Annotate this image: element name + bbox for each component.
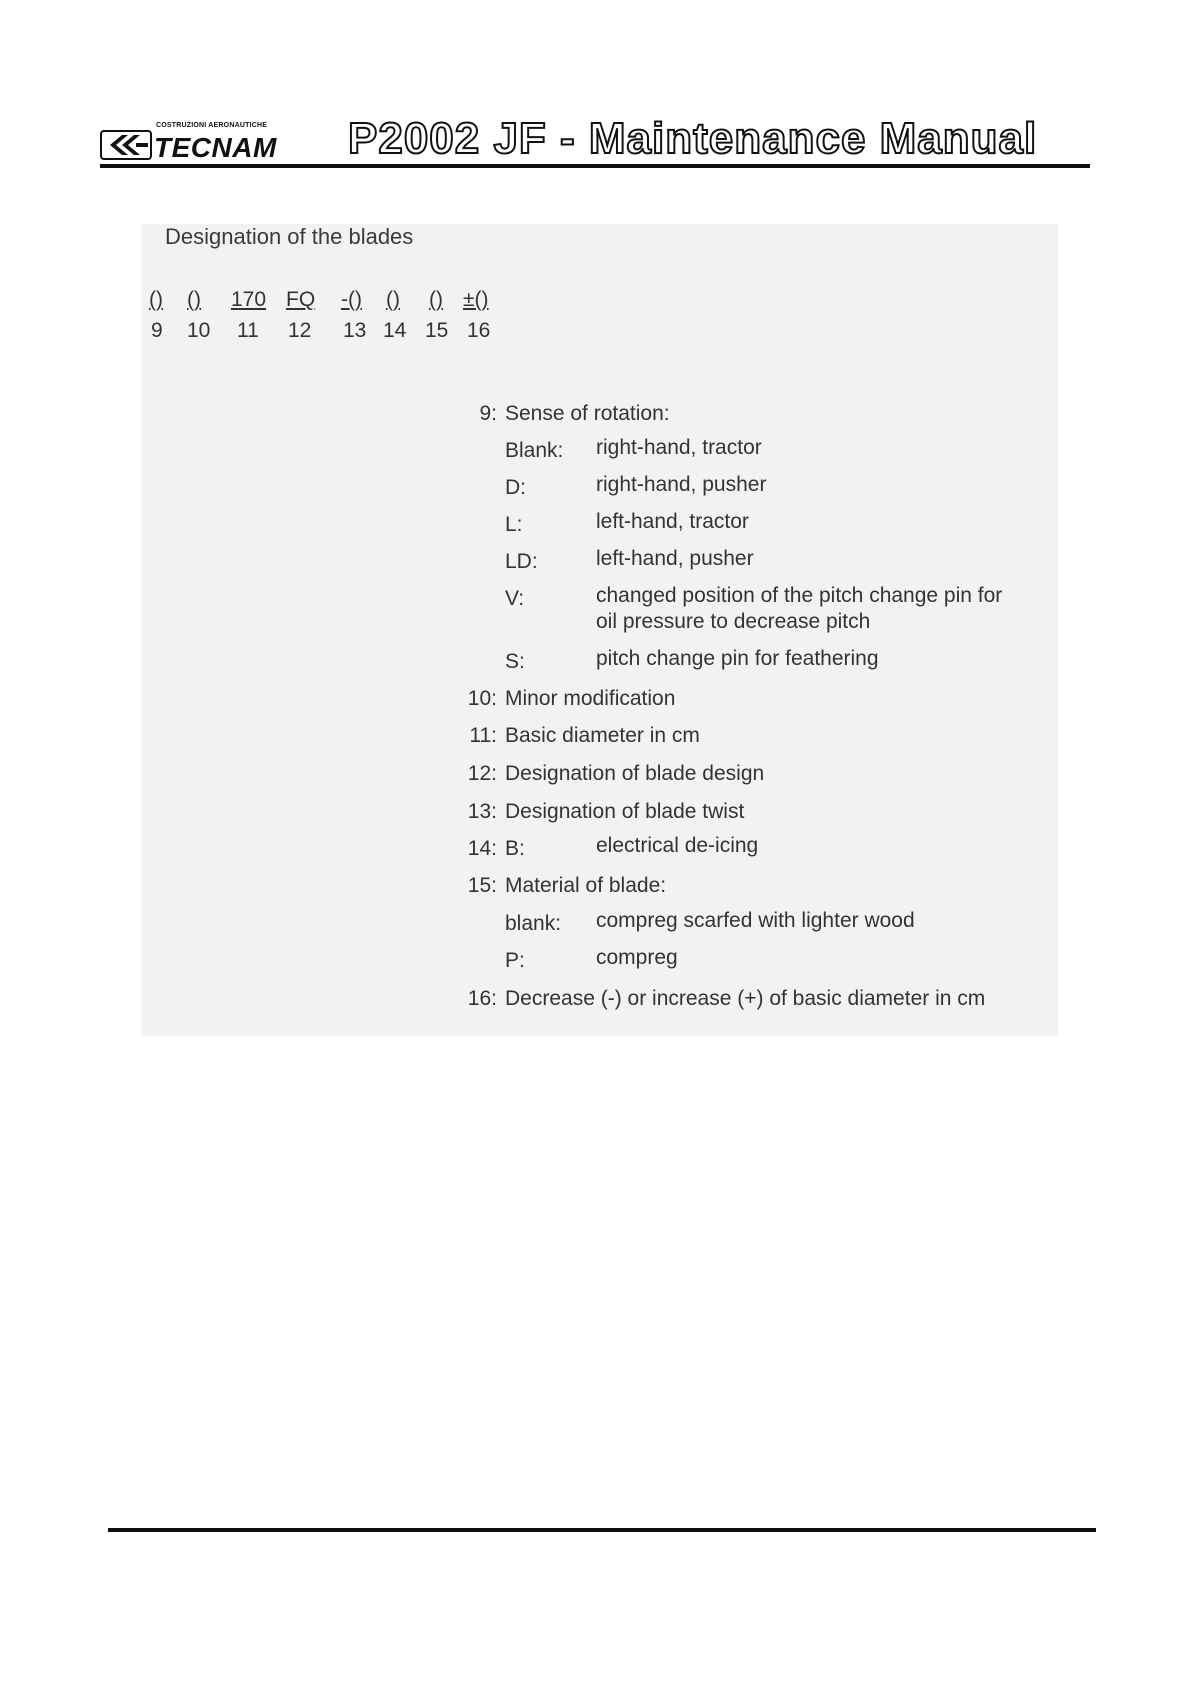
code-token: 170	[231, 288, 267, 311]
code-token: -()	[341, 288, 362, 311]
legend-key: B:	[505, 837, 525, 860]
position-number: 9	[151, 319, 163, 342]
legend-value: right-hand, tractor	[596, 436, 762, 459]
figure-heading: Designation of the blades	[165, 224, 414, 249]
legend-value: left-hand, pusher	[596, 547, 754, 570]
legend-number: 11:	[469, 724, 497, 747]
legend-key: Blank:	[505, 439, 564, 462]
legend-number: 10:	[467, 687, 497, 710]
legend-key: V:	[505, 587, 525, 610]
legend-number: 16:	[467, 987, 497, 1010]
legend-value: compreg	[596, 946, 678, 969]
legend-number: 13:	[467, 800, 497, 823]
legend-value: electrical de-icing	[596, 834, 759, 857]
position-number: 15	[425, 319, 449, 342]
legend-key: L:	[505, 513, 523, 536]
logo-wordmark: TECNAM	[154, 132, 277, 163]
designation-legend	[141, 224, 1058, 1036]
legend-key: S:	[505, 650, 525, 673]
header-divider	[100, 164, 1090, 168]
code-token: ()	[187, 288, 201, 311]
tecnam-logo	[100, 120, 290, 166]
legend-number: 12:	[467, 762, 497, 785]
position-number: 16	[467, 319, 491, 342]
position-number: 13	[343, 319, 367, 342]
legend-text: Basic diameter in cm	[505, 724, 700, 747]
position-number: 11	[237, 319, 259, 342]
legend-value: oil pressure to decrease pitch	[596, 610, 871, 633]
code-token: ()	[149, 288, 163, 311]
legend-value: pitch change pin for feathering	[596, 647, 879, 670]
footer-divider	[108, 1528, 1096, 1532]
legend-key: blank:	[505, 912, 562, 935]
blade-designation-figure	[141, 224, 1058, 1036]
legend-text: Minor modification	[505, 687, 676, 710]
legend-value: right-hand, pusher	[596, 473, 767, 496]
legend-value: changed position of the pitch change pin for	[596, 584, 1003, 607]
position-number: 12	[288, 319, 312, 342]
logo-chevron-icon	[100, 130, 152, 160]
legend-value: left-hand, tractor	[596, 510, 749, 533]
position-number: 10	[187, 319, 211, 342]
legend-number: 14:	[467, 837, 497, 860]
page-header	[100, 110, 1090, 168]
code-token: ±()	[463, 288, 489, 311]
code-token: ()	[429, 288, 443, 311]
legend-value: compreg scarfed with lighter wood	[596, 909, 915, 932]
code-token: ()	[386, 288, 400, 311]
legend-key: D:	[505, 476, 526, 499]
legend-key: LD:	[505, 550, 538, 573]
position-number: 14	[383, 319, 407, 342]
page-title: P2002 JF - Maintenance Manual	[348, 114, 1038, 163]
legend-key: P:	[505, 949, 525, 972]
code-token: FQ	[286, 288, 316, 311]
legend-text: Sense of rotation:	[505, 402, 670, 425]
legend-text: Decrease (-) or increase (+) of basic diameter in cm	[505, 987, 986, 1010]
legend-number: 9:	[479, 402, 497, 425]
legend-number: 15:	[467, 874, 497, 897]
logo-tagline: COSTRUZIONI AERONAUTICHE	[156, 122, 268, 129]
legend-text: Designation of blade twist	[505, 800, 745, 823]
legend-text: Designation of blade design	[505, 762, 765, 785]
legend-text: Material of blade:	[505, 874, 667, 897]
